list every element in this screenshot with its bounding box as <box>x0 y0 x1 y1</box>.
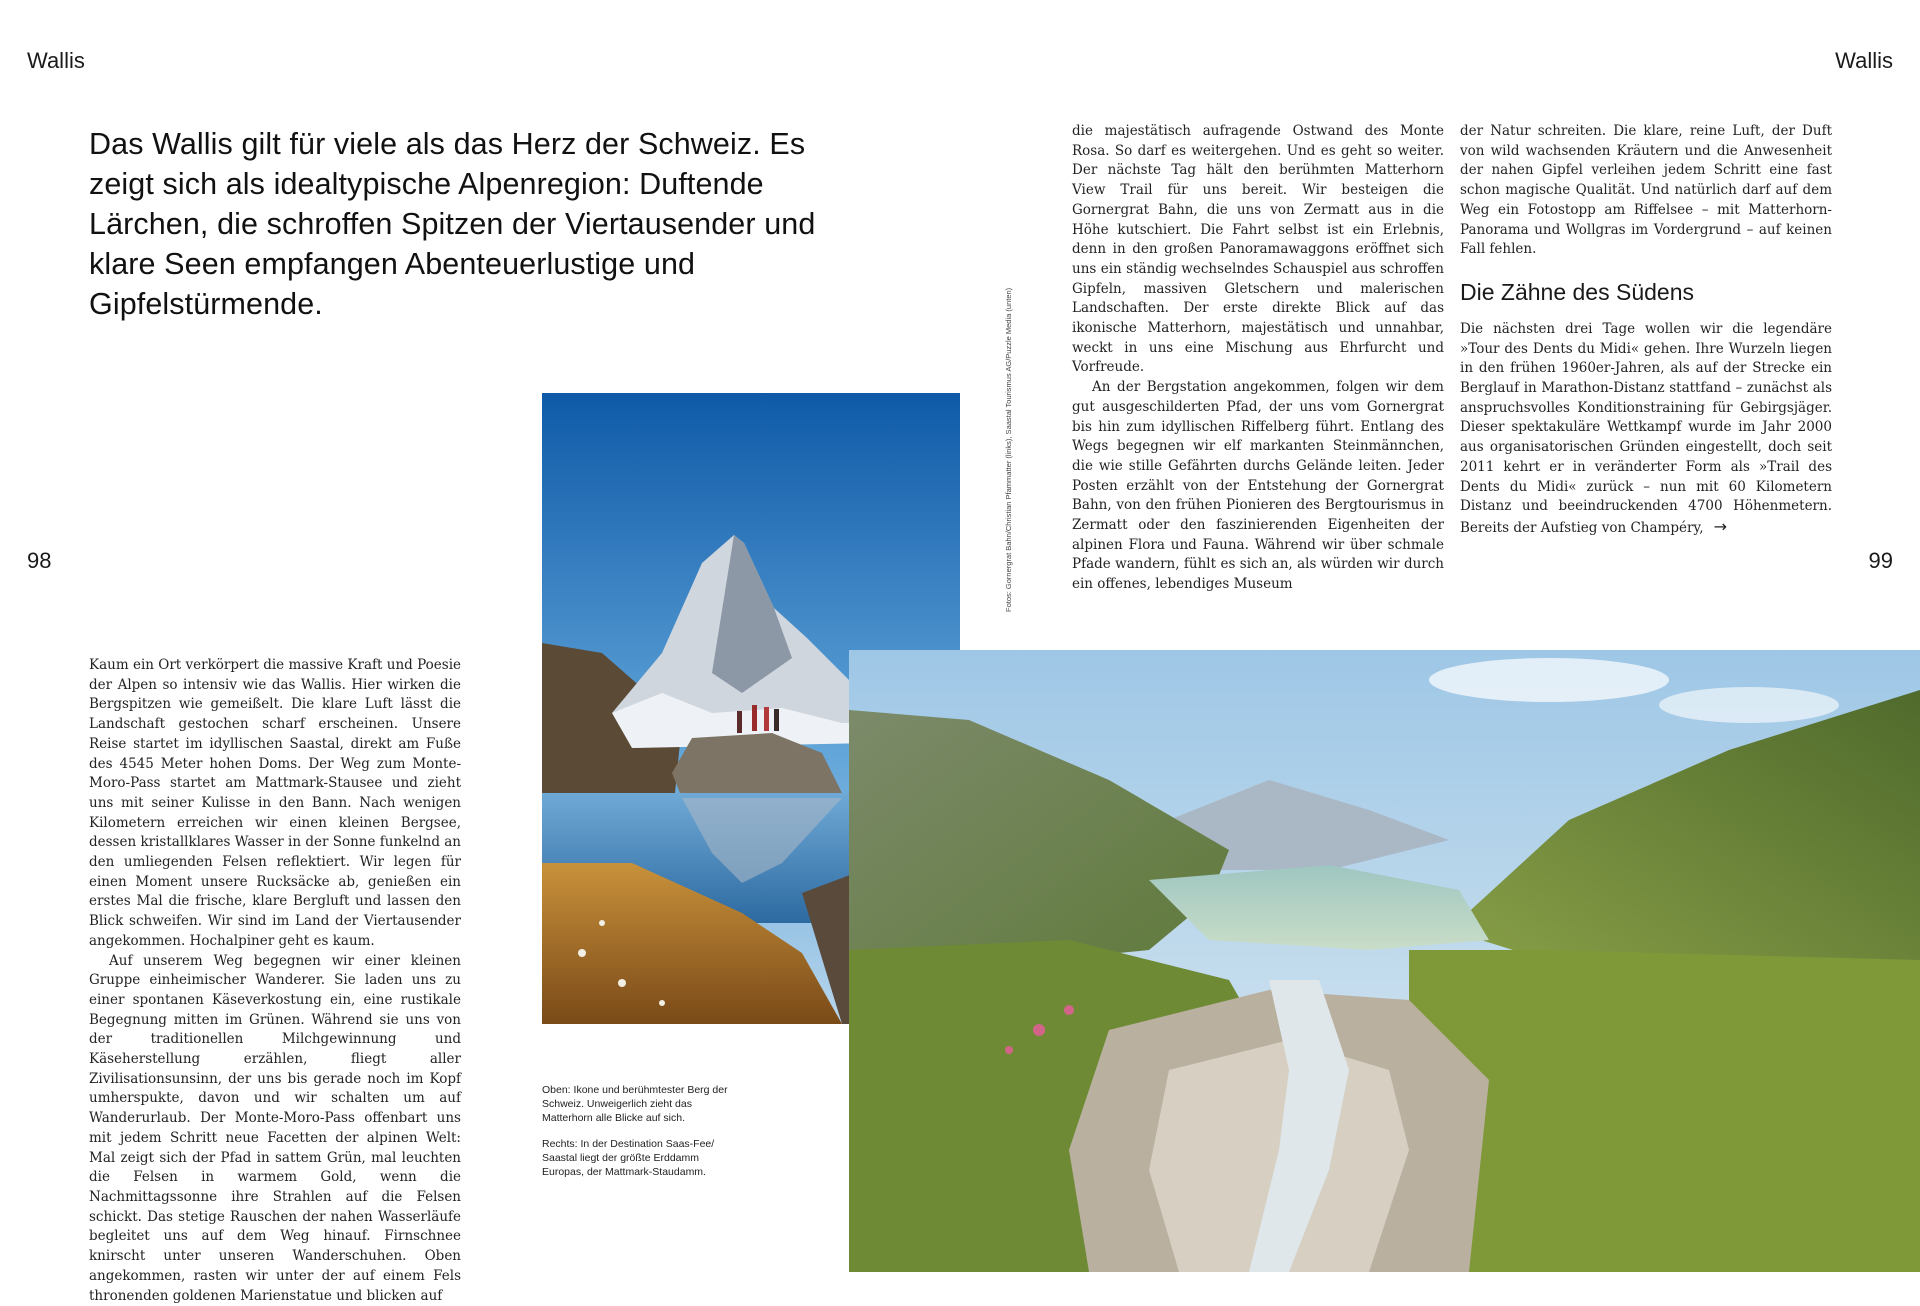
page-number-left: 98 <box>27 548 52 573</box>
middle-paragraph-1: die majestätisch aufragende Ostwand des Monte Rosa. So darf es weitergehen. Und es geht so weiter. Der nächste Tag hält den berühmten Matterhorn View Trail für uns bereit. Wir besteigen die Gornergrat Bahn, die uns von Zermatt aus in die Höhe kutschiert. Die Fahrt selbst ist ein Erlebnis, denn in den großen Panoramawaggons eröffnet sich uns ein ständig wechselndes Schauspiel aus schroffen Gipfeln, massiven Gletschern und malerischen Landschaften. Der erste direkte Blick auf das ikonische Matterhorn, majestätisch und unnahbar, weckt in uns eine Mischung aus Ehrfurcht und Vorfreude. <box>1072 123 1444 376</box>
section-label-right: Wallis <box>1835 48 1893 73</box>
photo-credit: Fotos: Gornergrat Bahn/Christian Pfammatter (links), Saastal Tourismus AG/Puzzle Media (unten) <box>1004 287 1013 612</box>
middle-text-column <box>1072 122 1444 595</box>
right-paragraph-intro: der Natur schreiten. Die klare, reine Luft, der Duft von wild wachsenden Kräutern und die Anwesenheit der nahen Gipfel verleihen jedem Schritt eine fast schon magische Qualität. Und natürlich darf auf dem Weg ein Fotostopp am Riffelsee – mit Matterhorn-Panorama und Wollgras im Vordergrund – auf keinen Fall fehlen. <box>1460 123 1832 258</box>
section-label-left: Wallis <box>27 48 85 73</box>
left-text-column <box>89 656 461 1306</box>
right-text-column <box>1460 122 1832 539</box>
photo-captions <box>542 1083 742 1191</box>
valley-illustration <box>849 650 1920 1272</box>
section-subhead: Die Zähne des Südens <box>1460 278 1694 305</box>
caption-top: Oben: Ikone und berühmtester Berg der Schweiz. Unweigerlich zieht das Matterhorn alle Blicke auf sich. <box>542 1084 728 1124</box>
middle-paragraph-2: An der Bergstation angekommen, folgen wir dem gut ausgeschilderten Pfad, der uns vom Gornergrat bis hin zum idyllischen Riffelberg führt. Entlang des Wegs begegnen wir elf markanten Steinmännchen, die wie stille Gefährten durchs Gelände leiten. Jeder Posten erzählt von der Entstehung der Gornergrat Bahn, von den frühen Pionieren des Bergtourismus in Zermatt oder den faszinierenden Eigenheiten der alpinen Flora und Fauna. Während wir über schmale Pfade wandern, fühlt es sich an, als würden wir durch ein offenes, lebendiges Museum <box>1072 379 1444 593</box>
page-number-right: 99 <box>1868 548 1893 573</box>
mattmark-valley-photo <box>849 650 1920 1272</box>
right-paragraph-body: Die nächsten drei Tage wollen wir die legendäre »Tour des Dents du Midi« gehen. Ihre Wurzeln liegen in den frühen 1960er-Jahren, als auf der Strecke ein Berglauf in Marathon-Distanz stattfand – zunächst als anspruchsvolles Konditionstraining für Gebirgsjäger. Dieser spektakuläre Wettkampf wurde im Jahr 2000 aus organisatorischen Gründen eingestellt, doch seit 2011 kehrt er in veränderter Form als »Trail des Dents du Midi« zurück – nun mit 60 Kilometern Distanz und beeindruckenden 4700 Höhenmetern. Bereits der Aufstieg von Champéry, <box>1460 320 1832 536</box>
left-paragraph-2: Auf unserem Weg begegnen wir einer kleinen Gruppe einheimischer Wanderer. Sie laden uns zu einer spontanen Käseverkostung ein, eine rustikale Begegnung mitten im Grünen. Während sie uns von der traditionellen Milchgewinnung und Käseherstellung erzählen, fliegt aller Zivilisationsunsinn, der uns bis gerade noch im Kopf umherspukte, davon und wir schalten um auf Wanderurlaub. Der Monte-Moro-Pass offenbart uns mit jedem Schritt neue Facetten der alpinen Welt: Mal zeigt sich der Pfad in sattem Grün, mal leuchten die Felsen in warmem Gold, wenn die Nachmittagssonne ihre Strahlen auf die Felsen schickt. Das stetige Rauschen der nahen Wasserläufe begleitet uns auf dem Weg hinauf. Firnschnee knirscht unter unseren Wanderschuhen. Oben angekommen, rasten wir unter der auf einem Fels thronenden goldenen Marienstatue und blicken auf <box>89 952 461 1304</box>
left-paragraph-1: Kaum ein Ort verkörpert die massive Kraft und Poesie der Alpen so intensiv wie das Wallis. Hier wirken die Bergspitzen wie gemeißelt. Die klare Luft lässt die Landschaft gestochen scharf erscheinen. Unsere Reise startet im idyllischen Saastal, direkt am Fuße des 4545 Meter hohen Doms. Der Weg zum Monte-Moro-Pass startet am Mattmark-Stausee und zieht uns mit seiner Kulisse in den Bann. Nach wenigen Kilometern erreichen wir einen kleinen Bergsee, dessen kristallklares Wasser in der Sonne funkelnd an den umliegenden Felsen reflektiert. Wir legen für einen Moment unsere Rucksäcke ab, genießen ein erstes Mal die frische, klare Bergluft und lassen den Blick schweifen. Wir sind im Land der Viertausender angekommen. Hochalpiner geht es kaum. <box>89 657 461 949</box>
caption-right: Rechts: In der Destination Saas-Fee/ Saastal liegt der größte Erddamm Europas, der Mattmark-Staudamm. <box>542 1138 715 1178</box>
continue-arrow-icon: → <box>1713 516 1727 536</box>
lead-paragraph: Das Wallis gilt für viele als das Herz der Schweiz. Es zeigt sich als idealtypische Alpenregion: Duftende Lärchen, die schroffen Spitzen der Viertausender und klare Seen empfangen Abenteuerlustige und Gipfelstürmende. <box>89 127 816 321</box>
